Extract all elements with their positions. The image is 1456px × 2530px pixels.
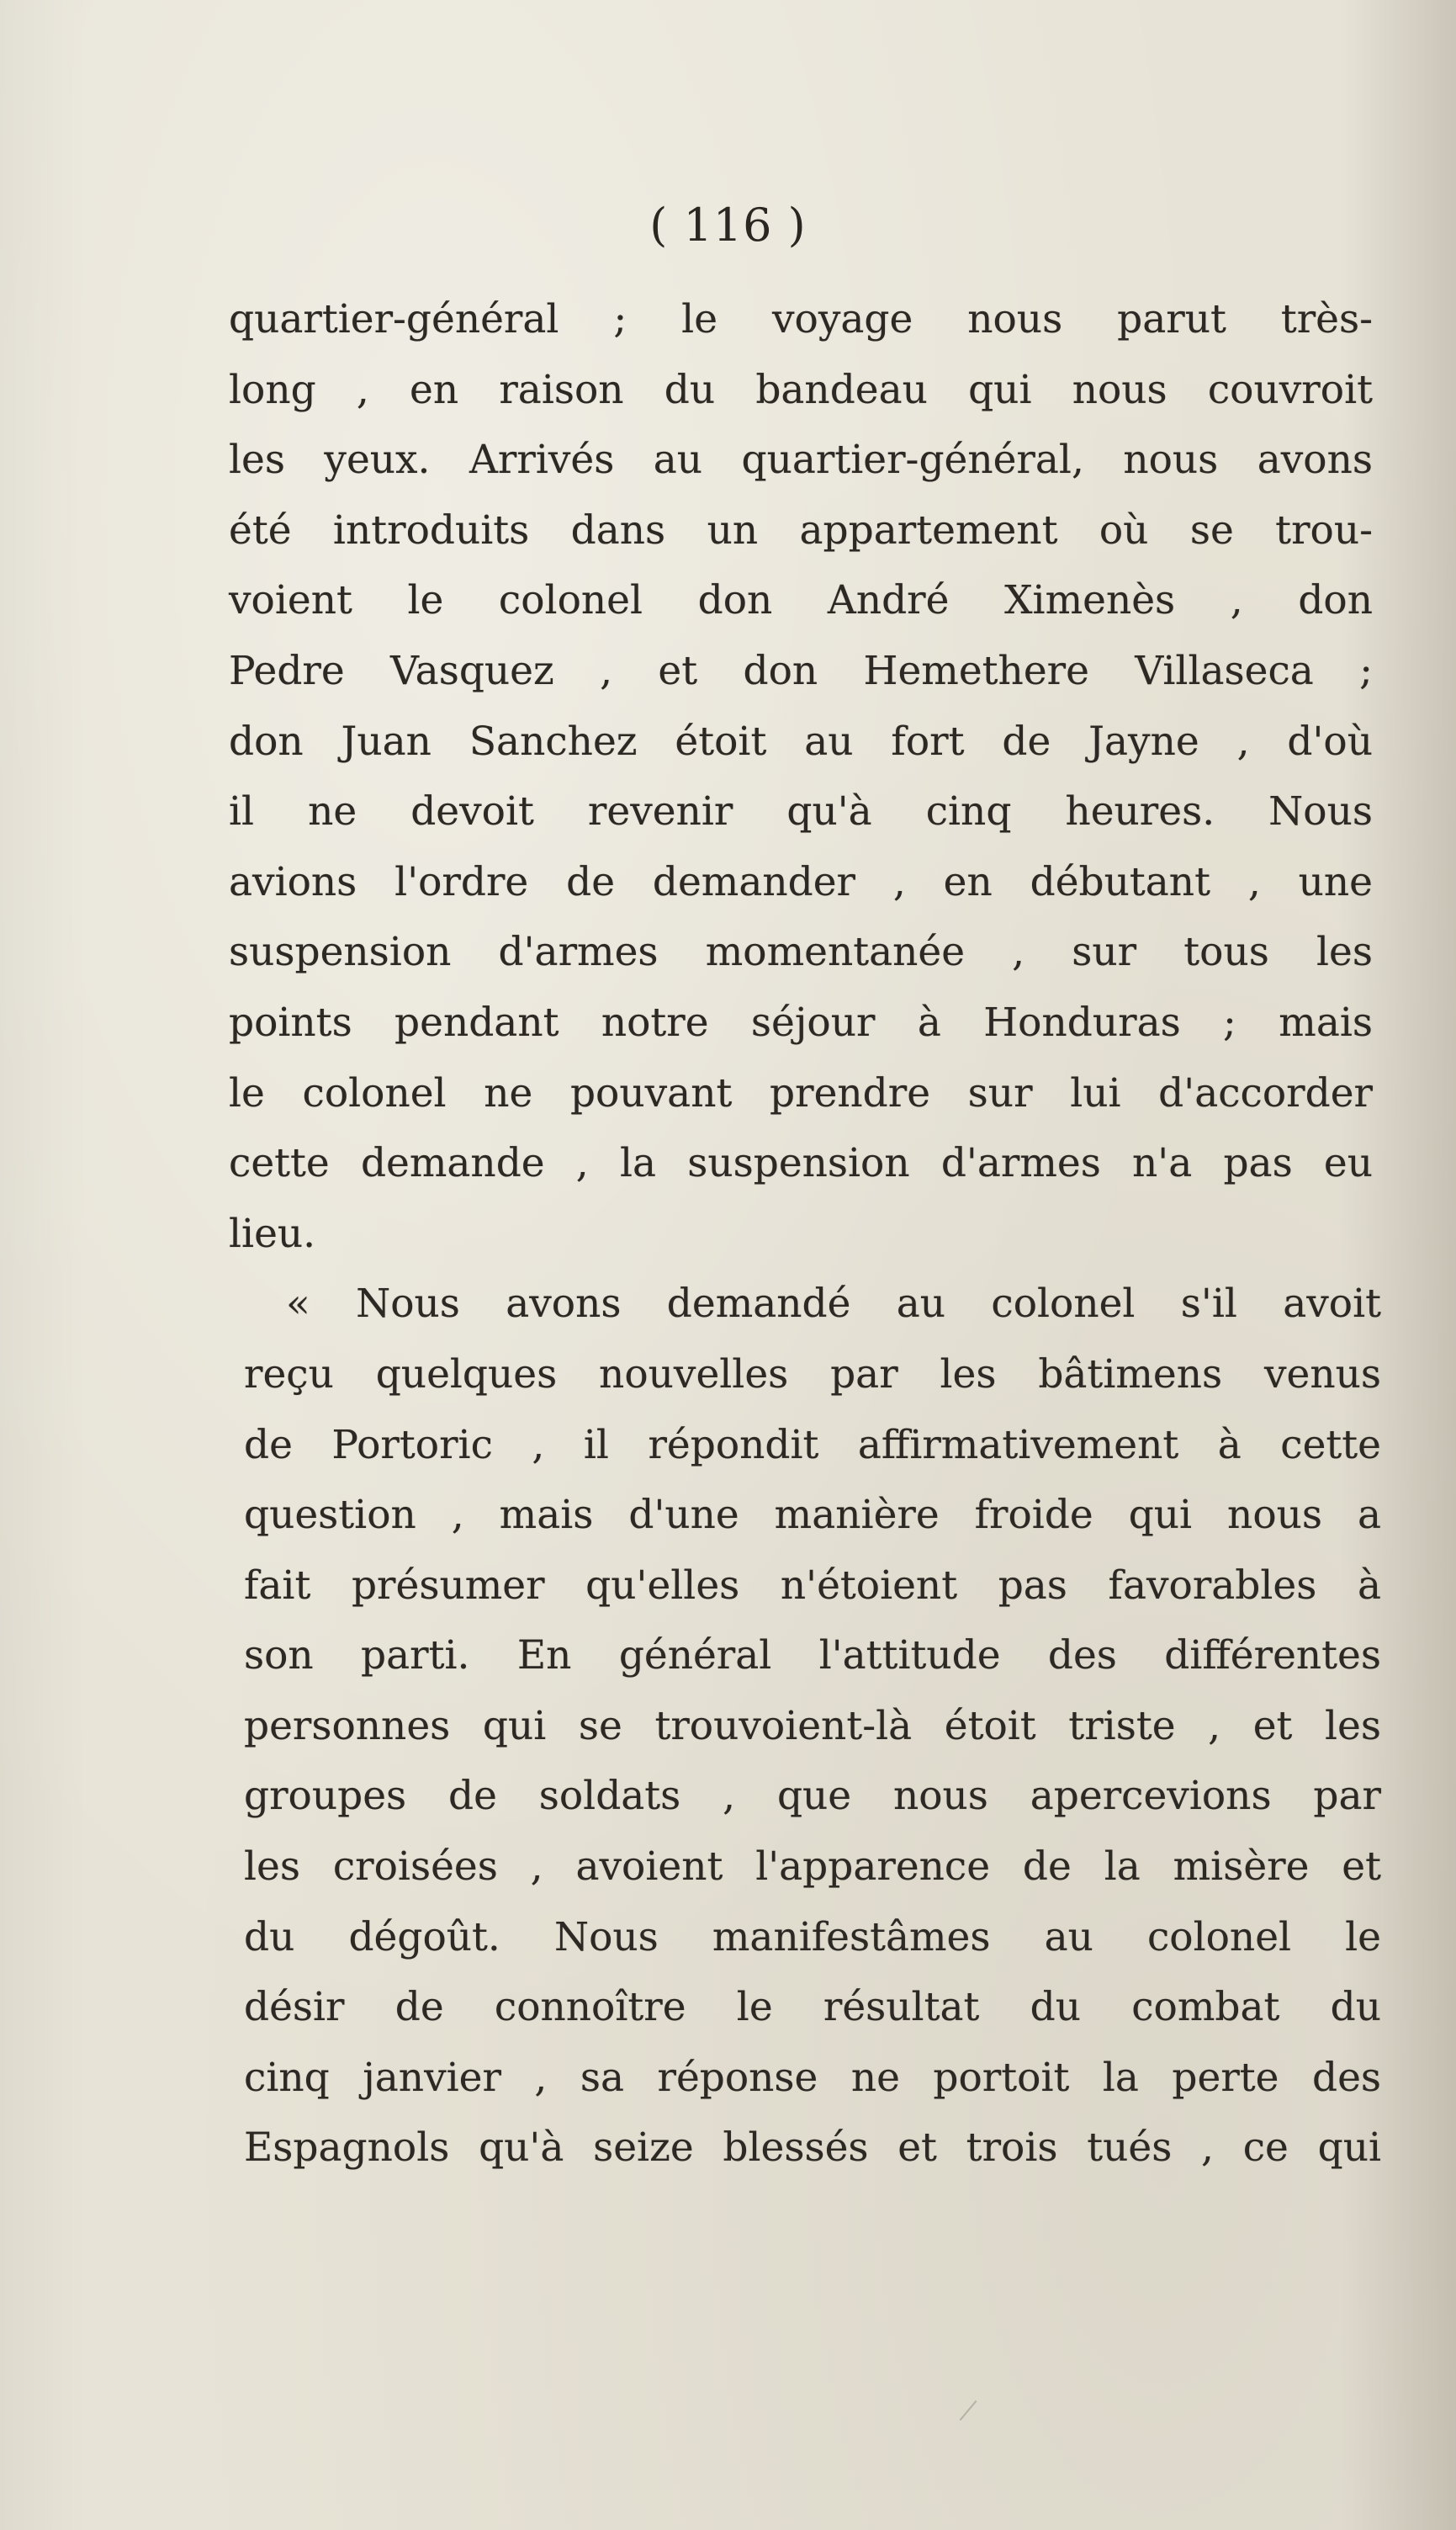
text-line: don Juan Sanchez étoit au fort de Jayne , d'où xyxy=(229,718,1373,765)
text-line: avions l'ordre de demander , en débutant , une xyxy=(229,858,1373,905)
text-line: désir de connoître le résultat du combat du xyxy=(244,1984,1381,2031)
text-line: fait présumer qu'elles n'étoient pas favorables à xyxy=(244,1562,1381,1609)
text-line: reçu quelques nouvelles par les bâtimens venus xyxy=(244,1350,1381,1398)
text-line: Espagnols qu'à seize blessés et trois tués , ce qui xyxy=(244,2124,1381,2172)
text-line: « Nous avons demandé au colonel s'il avoit xyxy=(286,1281,1381,1328)
text-line: de Portoric , il répondit affirmativement à cette xyxy=(244,1421,1381,1468)
text-line: cette demande , la suspension d'armes n'a pas eu xyxy=(229,1140,1373,1187)
body-text xyxy=(229,284,1381,2183)
text-line: suspension d'armes momentanée , sur tous les xyxy=(229,929,1373,976)
paragraph-1 xyxy=(229,284,1373,1269)
text-line: points pendant notre séjour à Honduras ; mais xyxy=(229,999,1373,1046)
text-line: les croisées , avoient l'apparence de la misère et xyxy=(244,1843,1381,1891)
text-line: voient le colonel don André Ximenès , don xyxy=(229,577,1373,624)
page-number: ( 116 ) xyxy=(649,199,807,252)
text-line: Pedre Vasquez , et don Hemethere Villaseca ; xyxy=(229,647,1373,694)
text-line: question , mais d'une manière froide qui nous a xyxy=(244,1492,1381,1539)
text-line: son parti. En général l'attitude des différentes xyxy=(244,1632,1381,1679)
text-line: cinq janvier , sa réponse ne portoit la perte des xyxy=(244,2054,1381,2101)
text-line: il ne devoit revenir qu'à cinq heures. Nous xyxy=(229,788,1373,835)
text-line: personnes qui se trouvoient-là étoit triste , et les xyxy=(244,1702,1381,1749)
text-line: lieu. xyxy=(229,1210,316,1257)
text-line: été introduits dans un appartement où se trou- xyxy=(229,507,1373,554)
text-line: les yeux. Arrivés au quartier-général, nous avons xyxy=(229,437,1373,484)
text-line: quartier-général ; le voyage nous parut très- xyxy=(229,296,1373,342)
paragraph-2 xyxy=(229,1269,1381,2183)
paper-mark xyxy=(960,2400,977,2421)
text-line: le colonel ne pouvant prendre sur lui d'accorder xyxy=(229,1069,1373,1116)
text-line: du dégoût. Nous manifestâmes au colonel le xyxy=(244,1913,1381,1960)
text-line: groupes de soldats , que nous apercevions par xyxy=(244,1773,1381,1820)
text-line: long , en raison du bandeau qui nous couvroit xyxy=(229,366,1373,413)
